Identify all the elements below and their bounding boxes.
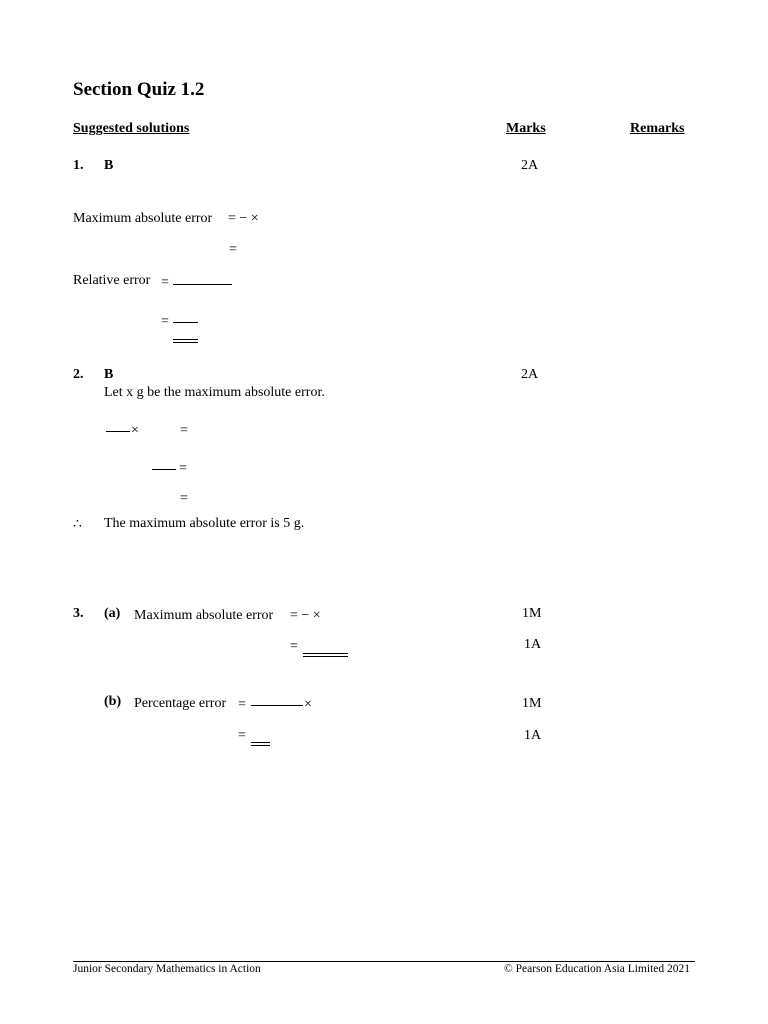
q1-relative-equals: =: [161, 275, 169, 290]
q3a-equals: =: [290, 639, 298, 654]
q2-number: 2.: [73, 367, 84, 382]
q1-relative-error-label: Relative error: [73, 273, 151, 288]
header-marks: Marks: [506, 121, 546, 136]
page-title: Section Quiz 1.2: [73, 79, 205, 100]
footer-book-title: Junior Secondary Mathematics in Action: [73, 963, 261, 975]
q3b-answer-underline-2: [251, 745, 270, 746]
q2-answer: B: [104, 367, 114, 382]
q1-answer-underline-1: [173, 339, 198, 340]
q1-answer-underline-2: [173, 342, 198, 343]
q3-number: 3.: [73, 606, 84, 621]
header-remarks: Remarks: [630, 121, 685, 136]
q3a-mark-answer: 1A: [524, 637, 542, 652]
q3a-mark-method: 1M: [522, 606, 542, 621]
q3b-answer-underline-1: [251, 742, 270, 743]
q3b-equals: =: [238, 697, 246, 712]
footer-copyright: © Pearson Education Asia Limited 2021: [504, 963, 690, 975]
q2-conclusion: The maximum absolute error is 5 g.: [104, 516, 305, 531]
q3a-answer-underline-1: [303, 653, 348, 654]
footer-rule: [73, 961, 695, 962]
q1-max-abs-error-label: Maximum absolute error: [73, 211, 213, 226]
q3a-answer-underline-2: [303, 656, 348, 657]
q1-equals-2: =: [161, 314, 169, 329]
q2-let-statement: Let x g be the maximum absolute error.: [104, 385, 325, 400]
q2-equals-1: =: [180, 423, 188, 438]
q2-fraction-bar-2: [152, 469, 176, 470]
q3b-fraction-bar: [251, 705, 303, 706]
q3b-equals-2: =: [238, 728, 246, 743]
q3a-label: (a): [104, 606, 121, 621]
q3a-max-abs-error-label: Maximum absolute error: [134, 608, 274, 623]
q2-mark: 2A: [521, 367, 539, 382]
q1-answer: B: [104, 158, 114, 173]
q2-fraction-bar-1: [106, 431, 130, 432]
q3b-percentage-error-label: Percentage error: [134, 696, 227, 711]
q3b-mark-method: 1M: [522, 696, 542, 711]
q1-max-abs-error-ops: = − ×: [228, 211, 259, 226]
q2-equals-3: =: [180, 491, 188, 506]
header-suggested-solutions: Suggested solutions: [73, 121, 190, 136]
q1-number: 1.: [73, 158, 84, 173]
q2-times: ×: [131, 423, 139, 438]
q3b-mark-answer: 1A: [524, 728, 542, 743]
q1-fraction-bar-2: [173, 322, 198, 323]
q1-mark: 2A: [521, 158, 539, 173]
q1-fraction-bar-1: [173, 284, 232, 285]
q2-equals-2: =: [179, 461, 187, 476]
q1-equals: =: [229, 242, 237, 257]
q2-therefore-symbol: ∴: [73, 517, 82, 532]
q3b-label: (b): [104, 694, 122, 709]
q3a-ops: = − ×: [290, 608, 321, 623]
q3b-times: ×: [304, 697, 312, 712]
